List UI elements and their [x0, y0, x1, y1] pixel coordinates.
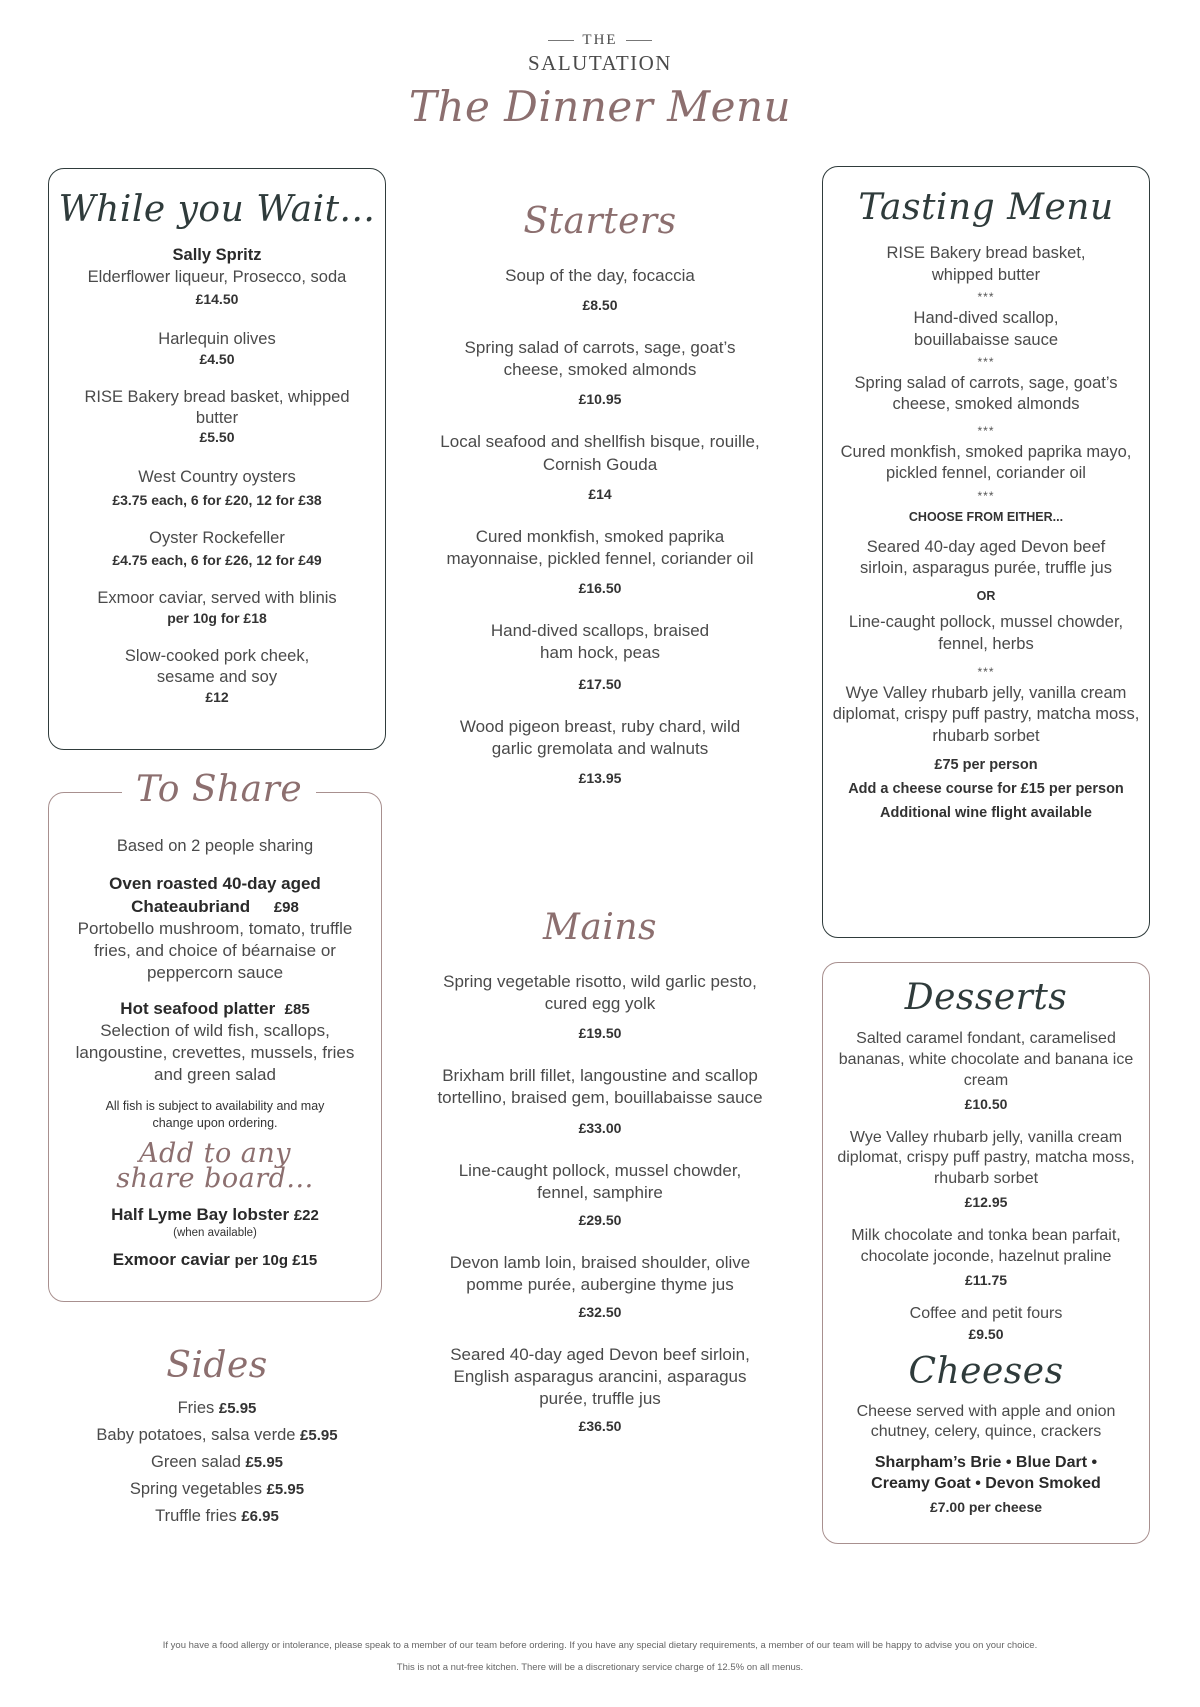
list-item	[430, 716, 770, 786]
item-note: (when available)	[173, 1227, 257, 1240]
add-to-board-heading: Add to any share board...	[116, 1137, 314, 1195]
item-price: £9.50	[968, 1326, 1004, 1343]
item-price: per 10g £15	[234, 1252, 318, 1270]
list-item	[58, 873, 372, 983]
item-desc: Portobello mushroom, tomato, truffle fries, and choice of béarnaise or peppercorn sauce	[77, 918, 353, 982]
brand-logo	[0, 32, 1200, 76]
list-item	[58, 528, 376, 568]
item-price: £12	[205, 688, 229, 705]
list-item	[430, 265, 770, 313]
service-charge-notice: This is not a nut-free kitchen. There will be a discretionary service charge of 12.5% on all menus.	[396, 1662, 804, 1673]
item-price: £22	[293, 1207, 319, 1225]
sides-section	[58, 1344, 376, 1530]
item-desc: Coffee and petit fours	[909, 1304, 1063, 1322]
item-name: Truffle fries	[155, 1507, 237, 1526]
choose-label: CHOOSE FROM EITHER...	[908, 509, 1064, 524]
item-name: Exmoor caviar	[112, 1250, 230, 1270]
list-item	[430, 1065, 770, 1135]
item-price: £3.75 each, 6 for £20, 12 for £38	[112, 491, 322, 508]
or-label: OR	[976, 588, 996, 603]
item-price: £36.50	[578, 1418, 622, 1435]
mains-heading: Mains	[543, 907, 657, 948]
item-price: £14	[588, 485, 612, 502]
list-item	[430, 1252, 770, 1320]
list-item	[58, 1503, 376, 1530]
desserts-heading: Desserts	[904, 977, 1068, 1018]
item-price: £5.95	[245, 1454, 284, 1472]
item-desc: Exmoor caviar, served with blinis	[97, 589, 337, 608]
tasting-menu-section	[832, 186, 1140, 821]
item-price: £5.95	[300, 1427, 338, 1445]
page-title: The Dinner Menu	[408, 82, 792, 131]
item-desc: Hand-dived scallops, braised ham hock, peas	[490, 620, 710, 662]
starters-heading: Starters	[523, 201, 677, 242]
item-name: Baby potatoes, salsa verde	[96, 1426, 296, 1445]
starters-section	[430, 200, 770, 786]
item-name: Spring vegetables	[129, 1480, 262, 1499]
item-desc: Line-caught pollock, mussel chowder, fennel, samphire	[458, 1160, 742, 1202]
mains-section	[430, 906, 770, 1434]
desserts-section	[836, 976, 1136, 1515]
item-price: £4.75 each, 6 for £26, 12 for £49	[112, 552, 322, 569]
item-desc: Local seafood and shellfish bisque, rouille, Cornish Gouda	[440, 432, 760, 474]
while-you-wait-heading: While you Wait...	[58, 189, 376, 230]
tasting-course: Wye Valley rhubarb jelly, vanilla cream diplomat, crispy puff pastry, matcha moss, rhubarb sorbet	[832, 683, 1140, 745]
to-share-heading: To Share	[122, 768, 316, 811]
item-name: Fries	[177, 1399, 215, 1418]
course-separator: ***	[977, 488, 995, 503]
list-item	[58, 1422, 376, 1449]
list-item	[58, 245, 376, 307]
item-desc: Elderflower liqueur, Prosecco, soda	[87, 267, 347, 286]
brand-name: SALUTATION	[528, 51, 672, 75]
course-separator: ***	[977, 423, 995, 438]
item-desc: Selection of wild fish, scallops, langoustine, crevettes, mussels, fries and green salad	[75, 1021, 355, 1085]
list-item	[430, 1160, 770, 1228]
item-name: Green salad	[150, 1453, 241, 1472]
share-intro: Based on 2 people sharing	[116, 837, 314, 855]
cheese-list: Creamy Goat • Devon Smoked	[871, 1474, 1101, 1492]
item-name: Chateaubriand	[131, 896, 251, 916]
list-item	[430, 337, 770, 407]
item-desc: Brixham brill fillet, langoustine and scallop tortellino, braised gem, bouillabaisse sauce	[437, 1066, 763, 1108]
tasting-course: RISE Bakery bread basket, whipped butter	[886, 244, 1086, 284]
list-item	[58, 1395, 376, 1422]
brand-the: THE	[582, 32, 618, 48]
sides-heading: Sides	[166, 1345, 268, 1386]
item-desc: Milk chocolate and tonka bean parfait, chocolate joconde, hazelnut praline	[851, 1226, 1121, 1265]
sides-list	[58, 1395, 376, 1530]
tasting-course: Cured monkfish, smoked paprika mayo, pickled fennel, coriander oil	[840, 442, 1132, 483]
item-name: Hot seafood platter	[120, 998, 276, 1018]
list-item	[430, 431, 770, 501]
item-price: £10.50	[964, 1095, 1008, 1112]
item-price: £10.95	[578, 391, 622, 408]
list-item	[836, 1226, 1136, 1288]
item-price: £19.50	[578, 1025, 622, 1042]
item-desc: Salted caramel fondant, caramelised bananas, white chocolate and banana ice cream	[838, 1030, 1134, 1089]
course-separator: ***	[977, 354, 995, 369]
list-item	[58, 387, 376, 446]
item-price: £14.50	[195, 291, 239, 308]
item-desc: Wye Valley rhubarb jelly, vanilla cream diplomat, crispy puff pastry, matcha moss, rhubarb sorbet	[837, 1128, 1135, 1188]
item-price: per 10g for £18	[167, 609, 267, 626]
list-item	[836, 1128, 1136, 1210]
item-name: Sally Spritz	[172, 246, 262, 265]
course-separator: ***	[977, 664, 995, 679]
list-item	[430, 1344, 770, 1434]
item-price: £8.50	[582, 297, 618, 314]
item-price: £29.50	[578, 1211, 622, 1228]
item-desc: Slow-cooked pork cheek, sesame and soy	[124, 646, 310, 687]
item-price: £16.50	[578, 579, 622, 596]
item-desc: Spring vegetable risotto, wild garlic pesto, cured egg yolk	[443, 972, 757, 1014]
item-desc: Oyster Rockefeller	[149, 528, 285, 547]
tasting-option: Seared 40-day aged Devon beef sirloin, asparagus purée, truffle jus	[860, 537, 1112, 578]
item-price: £5.50	[199, 429, 235, 446]
item-price: £11.75	[964, 1271, 1008, 1288]
list-item	[58, 329, 376, 366]
item-desc: Spring salad of carrots, sage, goat’s cheese, smoked almonds	[464, 338, 736, 380]
item-desc: Wood pigeon breast, ruby chard, wild garlic gremolata and walnuts	[459, 717, 741, 759]
item-desc: West Country oysters	[138, 468, 296, 487]
tasting-menu-heading: Tasting Menu	[858, 187, 1114, 228]
tasting-course: Hand-dived scallop, bouillabaisse sauce	[913, 309, 1059, 349]
tasting-price: £75 per person	[934, 757, 1038, 774]
item-price: £5.95	[266, 1481, 305, 1499]
to-share-section	[58, 836, 372, 1271]
cheese-add-on: Add a cheese course for £15 per person	[848, 781, 1124, 798]
list-item	[58, 998, 372, 1086]
list-item	[58, 1476, 376, 1503]
cheese-price: £7.00 per cheese	[929, 1498, 1043, 1515]
item-price: £32.50	[578, 1303, 622, 1320]
item-desc: Seared 40-day aged Devon beef sirloin, English asparagus arancini, asparagus purée, truffle jus	[450, 1344, 750, 1409]
item-price: £6.95	[241, 1508, 279, 1526]
course-separator: ***	[977, 290, 995, 305]
list-item	[430, 971, 770, 1041]
while-you-wait-section	[58, 188, 376, 705]
allergy-notice: If you have a food allergy or intolerance, please speak to a member of our team before ordering. If you have any special dietary requirements, a member of our team will be happy to advise you on your choice.	[162, 1640, 1038, 1651]
item-name: Oven roasted 40-day aged	[109, 874, 321, 894]
cheeses-heading: Cheeses	[908, 1351, 1064, 1393]
tasting-option: Line-caught pollock, mussel chowder, fennel, herbs	[848, 613, 1124, 653]
item-desc: RISE Bakery bread basket, whipped butter	[84, 387, 350, 427]
list-item	[58, 1449, 376, 1476]
item-price: £17.50	[578, 676, 622, 693]
cheese-list: Sharpham’s Brie • Blue Dart •	[874, 1454, 1098, 1472]
list-item	[58, 588, 376, 625]
item-desc: Devon lamb loin, braised shoulder, olive pomme purée, aubergine thyme jus	[449, 1252, 751, 1294]
tasting-course: Spring salad of carrots, sage, goat’s cheese, smoked almonds	[854, 373, 1118, 414]
item-price: £4.50	[199, 350, 235, 367]
item-price: £98	[273, 898, 299, 916]
item-price: £13.95	[578, 770, 622, 787]
item-price: £5.95	[218, 1400, 257, 1418]
item-desc: Harlequin olives	[158, 330, 276, 349]
item-desc: Cured monkfish, smoked paprika mayonnaise, pickled fennel, coriander oil	[446, 526, 754, 568]
list-item	[430, 526, 770, 596]
list-item	[430, 620, 770, 692]
cheese-desc: Cheese served with apple and onion chutney, celery, quince, crackers	[856, 1402, 1116, 1441]
item-desc: Soup of the day, focaccia	[505, 266, 695, 286]
item-price: £85	[284, 1000, 310, 1018]
list-item	[58, 467, 376, 507]
item-price: £33.00	[578, 1119, 622, 1136]
item-name: Half Lyme Bay lobster	[111, 1205, 290, 1225]
list-item	[836, 1304, 1136, 1343]
list-item	[58, 646, 376, 705]
wine-flight: Additional wine flight available	[880, 805, 1092, 822]
item-price: £12.95	[964, 1193, 1008, 1210]
share-note: All fish is subject to availability and may change upon ordering.	[105, 1099, 325, 1130]
list-item	[836, 1029, 1136, 1111]
